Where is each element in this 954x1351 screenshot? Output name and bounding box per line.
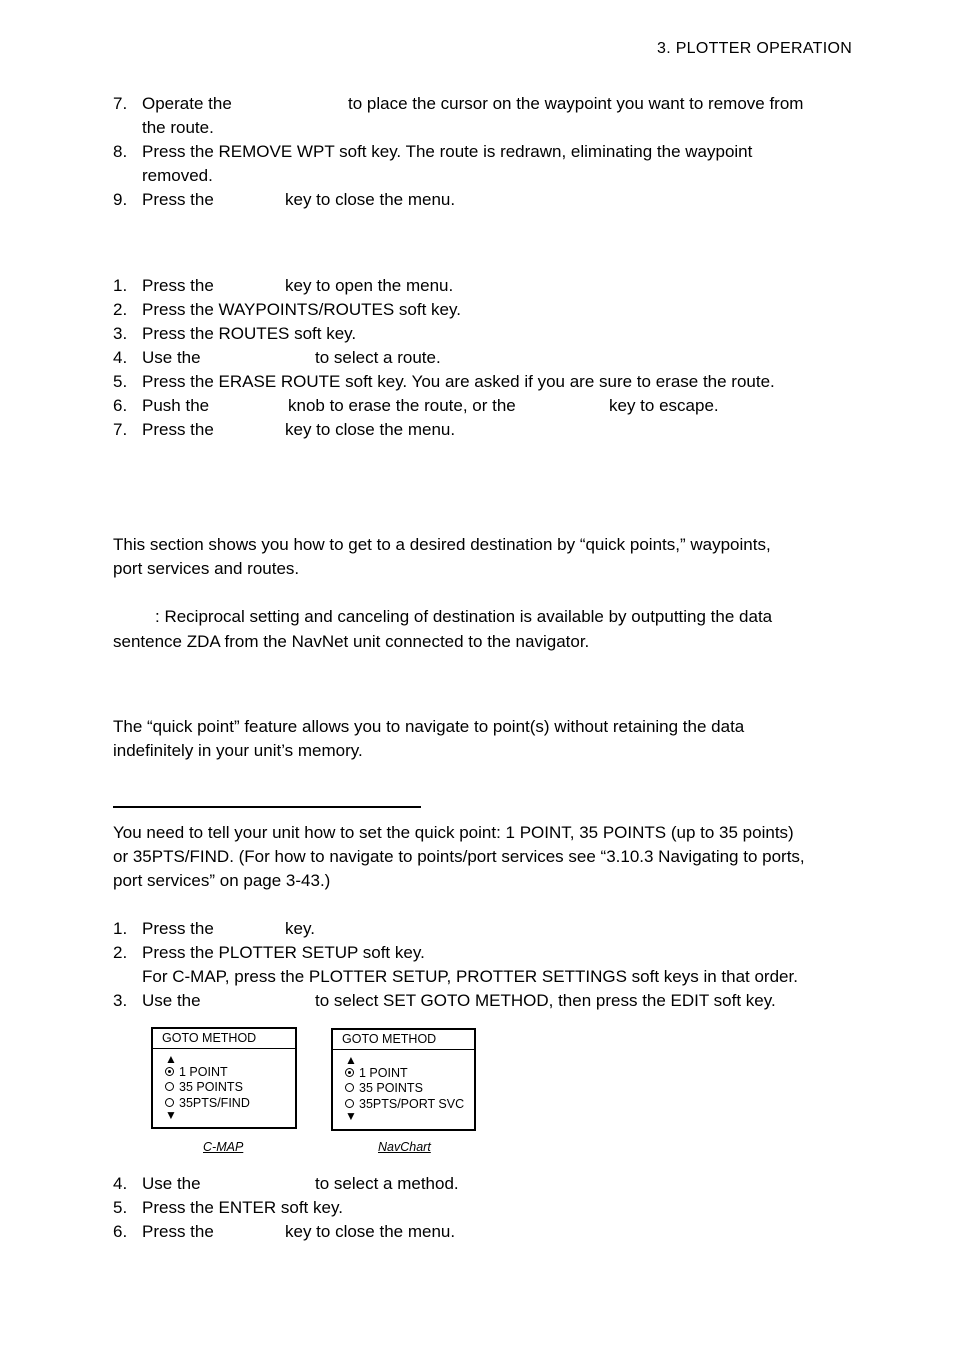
radio-icon [165,1098,174,1107]
step-text: key. [285,919,315,938]
step-text: Press the ROUTES soft key. [142,324,357,343]
step-number: 4. [113,348,128,367]
option-label: 35 POINTS [179,1080,243,1094]
step-text: key to close the menu. [285,420,456,439]
box-title: GOTO METHOD [342,1032,437,1046]
radio-selected-icon [345,1068,354,1077]
step-number: 7. [113,420,128,439]
step-text: Press the [142,420,214,439]
down-arrow-icon: ▼ [165,1108,177,1122]
step-number: 6. [113,396,128,415]
step-text: to select a route. [315,348,441,367]
step-text: Press the [142,919,214,938]
option-label: 35 POINTS [359,1081,423,1095]
step-number: 6. [113,1222,128,1241]
caption-navchart: NavChart [378,1140,431,1154]
up-arrow-icon: ▲ [165,1052,177,1066]
radio-icon [345,1099,354,1108]
step-number: 2. [113,300,128,319]
step-text: Use the [142,991,201,1010]
method-line: or 35PTS/FIND. (For how to navigate to points/port services see “3.10.3 Navigating to ports, [113,847,805,866]
down-arrow-icon: ▼ [345,1109,357,1123]
step-text: Press the REMOVE WPT soft key. The route is redrawn, eliminating the waypoint [142,142,753,161]
radio-icon [165,1082,174,1091]
goto-method-box-navchart [331,1028,476,1131]
step-text: the route. [142,118,214,137]
option-label: 35PTS/FIND [179,1096,250,1110]
step-number: 3. [113,324,128,343]
note-line: sentence ZDA from the NavNet unit connected to the navigator. [113,632,590,651]
step-text: Press the WAYPOINTS/ROUTES soft key. [142,300,461,319]
option-label: 35PTS/PORT SVC [359,1097,465,1111]
box-divider [333,1049,474,1050]
step-number: 8. [113,142,128,161]
note-line: : Reciprocal setting and canceling of destination is available by outputting the data [155,607,773,626]
method-line: You need to tell your unit how to set the quick point: 1 POINT, 35 POINTS (up to 35 points) [113,823,794,842]
step-text: to select a method. [315,1174,459,1193]
option-1-point[interactable] [345,1065,408,1081]
step-number: 5. [113,372,128,391]
step-text: Press the ENTER soft key. [142,1198,343,1217]
section-rule [113,806,421,808]
step-text: key to close the menu. [285,1222,456,1241]
box-divider [153,1048,295,1049]
option-35pts-port-svc[interactable] [345,1096,464,1112]
step-text: Use the [142,348,201,367]
step-text: Press the [142,276,214,295]
option-label: 1 POINT [359,1066,408,1080]
option-1-point[interactable] [165,1064,228,1080]
step-number: 1. [113,919,128,938]
quick-point-line: The “quick point” feature allows you to navigate to point(s) without retaining the data [113,717,745,736]
step-text: key to close the menu. [285,190,456,209]
option-35-points[interactable] [345,1080,423,1096]
step-text: Press the [142,190,214,209]
option-35pts-find[interactable] [165,1095,250,1111]
step-text: Press the ERASE ROUTE soft key. You are asked if you are sure to erase the route. [142,372,775,391]
step-number: 9. [113,190,128,209]
step-number: 5. [113,1198,128,1217]
step-text: key to open the menu. [285,276,454,295]
page-header: 3. PLOTTER OPERATION [657,40,853,57]
option-label: 1 POINT [179,1065,228,1079]
step-number: 2. [113,943,128,962]
step-number: 1. [113,276,128,295]
step-text: key to escape. [609,396,719,415]
intro-line: port services and routes. [113,559,300,578]
step-text: For C-MAP, press the PLOTTER SETUP, PROTTER SETTINGS soft keys in that order. [142,967,798,986]
step-text: Operate the [142,94,232,113]
step-text: removed. [142,166,213,185]
box-title: GOTO METHOD [162,1031,257,1045]
goto-method-box-cmap [151,1027,297,1129]
method-line: port services” on page 3-43.) [113,871,331,890]
step-text: Push the [142,396,210,415]
radio-selected-icon [165,1067,174,1076]
step-text: to place the cursor on the waypoint you want to remove from [348,94,804,113]
step-text: Press the PLOTTER SETUP soft key. [142,943,425,962]
step-text: knob to erase the route, or the [288,396,516,415]
step-number: 4. [113,1174,128,1193]
step-text: Press the [142,1222,214,1241]
radio-icon [345,1083,354,1092]
step-number: 3. [113,991,128,1010]
step-text: Use the [142,1174,201,1193]
intro-line: This section shows you how to get to a desired destination by “quick points,” waypoints, [113,535,771,554]
quick-point-line: indefinitely in your unit’s memory. [113,741,363,760]
up-arrow-icon: ▲ [345,1053,357,1067]
step-text: to select SET GOTO METHOD, then press the EDIT soft key. [315,991,776,1010]
step-number: 7. [113,94,128,113]
option-35-points[interactable] [165,1079,243,1095]
caption-cmap: C-MAP [203,1140,244,1154]
